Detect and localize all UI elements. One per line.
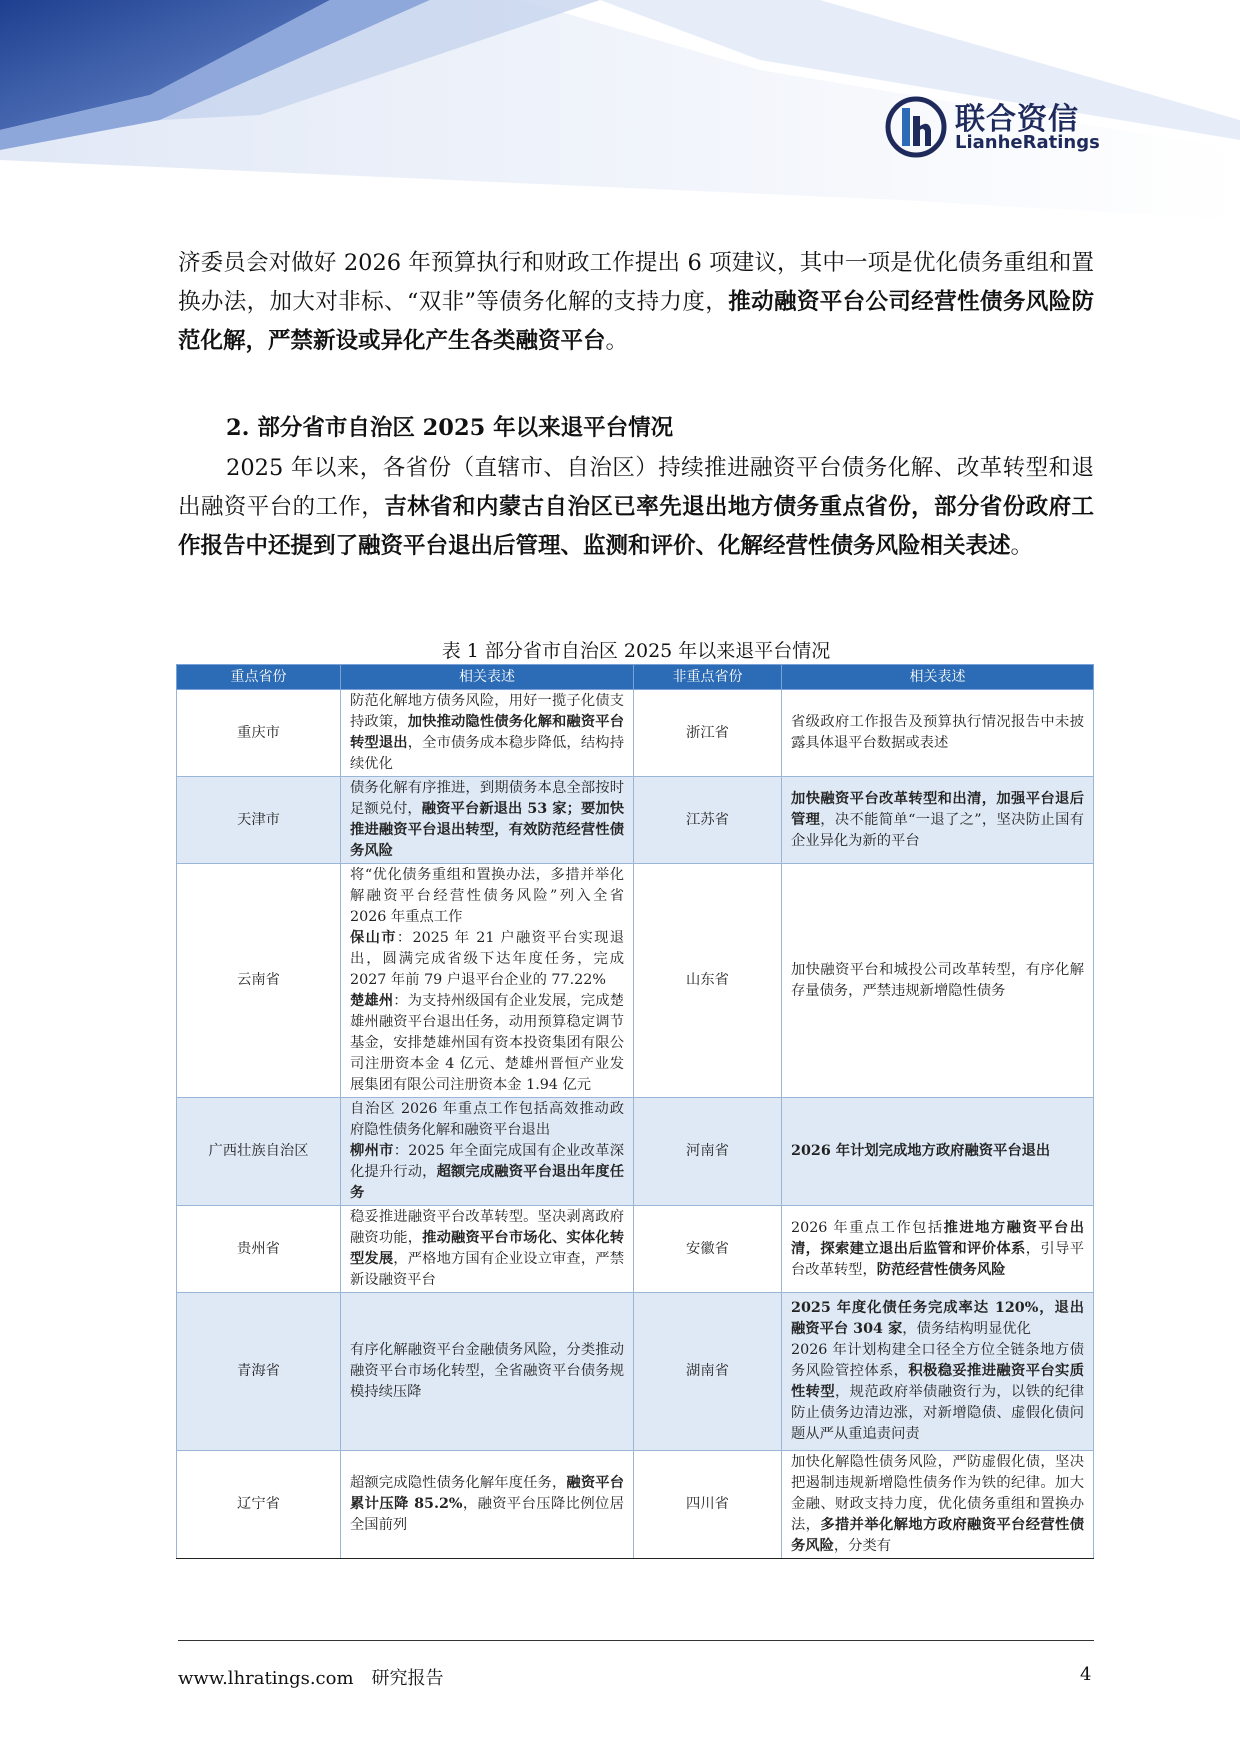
bold-text: 推动融资平台市场化、实体化转型发展 — [350, 1230, 624, 1267]
nonkey-province-cell: 河南省 — [634, 1098, 782, 1206]
key-province-description — [341, 1451, 634, 1559]
text-run: 加快融资平台和城投公司改革转型，有序化解存量债务，严禁违规新增隐性债务 — [791, 961, 1084, 999]
section-paragraph — [178, 449, 1094, 566]
section-heading: 2. 部分省市自治区 2025 年以来退平台情况 — [226, 415, 674, 441]
text-run: ，融资平台压降比例位居全国前列 — [350, 1496, 624, 1533]
bold-text: 加快推动隐性债务化解和融资平台转型退出 — [350, 714, 625, 751]
nonkey-province-cell: 安徽省 — [634, 1206, 782, 1293]
bold-text: 保山市 — [350, 930, 397, 946]
table-header-row — [177, 665, 1094, 690]
bold-text: 推进地方融资平台出清，探索建立退出后监管和评价体系 — [791, 1219, 1084, 1257]
text-run: 2026 年重点工作包括 — [791, 1219, 944, 1236]
text-run: ：为支持州级国有企业发展，完成楚雄州融资平台退出任务，动用预算稳定调节基金，安排楚雄州国有资本投资集团有限公司注册资本金 4 亿元、楚雄州晋恒产业发展集团有限公司注册资本金 1.94 亿元 — [350, 993, 625, 1093]
nonkey-province-description — [782, 777, 1094, 864]
header-nonkey-province: 非重点省份 — [634, 665, 782, 690]
text-run: 债务化解有序推进，到期债务本息全部按时足额兑付， — [350, 780, 624, 817]
text-run: ，严格地方国有企业设立审查，严禁新设融资平台 — [350, 1251, 625, 1288]
key-province-cell: 贵州省 — [177, 1206, 341, 1293]
section-bold-text: 吉林省和内蒙古自治区已率先退出地方债务重点省份，部分省份政府工作报告中还提到了融资平台退出后管理、监测和评价、化解经营性债务风险相关表述 — [178, 494, 1094, 559]
text-run: 超额完成隐性债务化解年度任务， — [350, 1475, 567, 1491]
bold-text: 融资平台新退出 53 家；要加快推进融资平台退出转型，有效防范经营性债务风险 — [350, 801, 624, 859]
text-run: ，引导平台改革转型， — [791, 1240, 1085, 1278]
key-province-description — [341, 777, 634, 864]
nonkey-province-description — [782, 1098, 1094, 1206]
bold-text: 积极稳妥推进融资平台实质性转型 — [791, 1363, 1085, 1400]
bold-text: 2025 年度化债任务完成率达 120%，退出融资平台 304 家 — [791, 1300, 1084, 1337]
header-description-1: 相关表述 — [341, 665, 634, 690]
text-run: ，全市债务成本稳步降低，结构持续优化 — [350, 735, 625, 772]
company-logo — [885, 92, 1105, 162]
text-run: 2026 年计划构建全口径全方位全链条地方债务风险管控体系， — [791, 1342, 1084, 1379]
key-province-cell: 云南省 — [177, 864, 341, 1098]
table-row — [177, 1098, 1094, 1206]
footer-url[interactable]: www.lhratings.com — [178, 1668, 354, 1689]
bold-text: 防范经营性债务风险 — [876, 1261, 1006, 1278]
key-province-description — [341, 1293, 634, 1451]
table-body — [177, 690, 1094, 1559]
bold-text: 融资平台累计压降 85.2% — [350, 1475, 625, 1512]
intro-text: 济委员会对做好 2026 年预算执行和财政工作提出 6 项建议，其中一项是优化债务重组和置换办法，加大对非标、“双非”等债务化解的支持力度， — [178, 250, 1094, 315]
nonkey-province-cell: 湖南省 — [634, 1293, 782, 1451]
bold-text: 多措并举化解地方政府融资平台经营性债务风险 — [791, 1517, 1085, 1554]
province-table — [176, 664, 1094, 1559]
nonkey-province-description — [782, 690, 1094, 777]
key-province-cell: 辽宁省 — [177, 1451, 341, 1559]
text-run: 有序化解融资平台金融债务风险，分类推动融资平台市场化转型，全省融资平台债务规模持续压降 — [350, 1342, 624, 1400]
text-run: ：2025 年全面完成国有企业改革深化提升行动， — [350, 1143, 624, 1180]
bold-text: 2026 年计划完成地方政府融资平台退出 — [791, 1143, 1051, 1159]
table-row — [177, 1206, 1094, 1293]
page-number: 4 — [1080, 1664, 1092, 1685]
key-province-description — [341, 1098, 634, 1206]
table-row — [177, 1293, 1094, 1451]
lianhe-logo-icon — [885, 96, 947, 158]
intro-paragraph — [178, 244, 1094, 361]
text-run: 自治区 2026 年重点工作包括高效推动政府隐性债务化解和融资平台退出 — [350, 1101, 624, 1138]
table-caption: 表 1 部分省市自治区 2025 年以来退平台情况 — [441, 640, 831, 662]
intro-bold-text: 推动融资平台公司经营性债务风险防范化解，严禁新设或异化产生各类融资平台 — [178, 289, 1094, 354]
footer-left — [178, 1664, 462, 1690]
nonkey-province-description — [782, 1293, 1094, 1451]
logo-chinese-name: 联合资信 — [955, 102, 1079, 137]
text-run: ，债务结构明显优化 — [902, 1321, 1031, 1337]
table-row — [177, 864, 1094, 1098]
nonkey-province-cell: 浙江省 — [634, 690, 782, 777]
nonkey-province-description — [782, 1206, 1094, 1293]
key-province-description — [341, 864, 634, 1098]
footer-divider — [178, 1640, 1094, 1641]
nonkey-province-description — [782, 1451, 1094, 1559]
table-row — [177, 777, 1094, 864]
text-run: 防范化解地方债务风险，用好一揽子化债支持政策， — [350, 693, 624, 730]
key-province-cell: 青海省 — [177, 1293, 341, 1451]
footer-label: 研究报告 — [371, 1668, 444, 1689]
text-run: ：2025 年 21 户融资平台实现退出，圆满完成省级下达年度任务，完成 2027 年前 79 户退平台企业的 77.22% — [350, 930, 624, 988]
header-key-province: 重点省份 — [177, 665, 341, 690]
nonkey-province-cell: 四川省 — [634, 1451, 782, 1559]
table-row — [177, 690, 1094, 777]
text-run: 将“优化债务重组和置换办法，多措并举化解融资平台经营性债务风险”列入全省 2026 年重点工作 — [350, 867, 624, 925]
nonkey-province-cell: 江苏省 — [634, 777, 782, 864]
header-description-2: 相关表述 — [782, 665, 1094, 690]
text-run: 稳妥推进融资平台改革转型。坚决剥离政府融资功能， — [350, 1209, 624, 1246]
section-text: 2025 年以来，各省份（直辖市、自治区）持续推进融资平台债务化解、改革转型和退出融资平台的工作， — [178, 455, 1094, 520]
key-province-cell: 广西壮族自治区 — [177, 1098, 341, 1206]
text-run: ，规范政府举债融资行为，以铁的纪律防止债务边清边涨，对新增隐债、虚假化债问题从严从重追责问责 — [791, 1384, 1085, 1442]
text-run: 加快化解隐性债务风险，严防虚假化债，坚决把遏制违规新增隐性债务作为铁的纪律。加大金融、财政支持力度，优化债务重组和置换办法， — [791, 1454, 1084, 1533]
key-province-cell: 天津市 — [177, 777, 341, 864]
key-province-cell: 重庆市 — [177, 690, 341, 777]
bold-text: 超额完成融资平台退出年度任务 — [350, 1164, 625, 1201]
text-run: 省级政府工作报告及预算执行情况报告中未披露具体退平台数据或表述 — [791, 714, 1084, 751]
key-province-description — [341, 1206, 634, 1293]
bold-text: 楚雄州 — [350, 993, 394, 1009]
section-end: 。 — [1010, 533, 1034, 559]
logo-english-name: LianheRatings — [955, 132, 1100, 153]
nonkey-province-cell: 山东省 — [634, 864, 782, 1098]
bold-text: 加快融资平台改革转型和出清，加强平台退后管理 — [791, 790, 1084, 828]
intro-end: 。 — [605, 328, 629, 354]
bold-text: 柳州市 — [350, 1143, 394, 1159]
table-row — [177, 1451, 1094, 1559]
text-run: ，分类有 — [833, 1538, 892, 1554]
text-run: ，决不能简单“一退了之”，坚决防止国有企业异化为新的平台 — [791, 811, 1085, 849]
key-province-description — [341, 690, 634, 777]
nonkey-province-description — [782, 864, 1094, 1098]
